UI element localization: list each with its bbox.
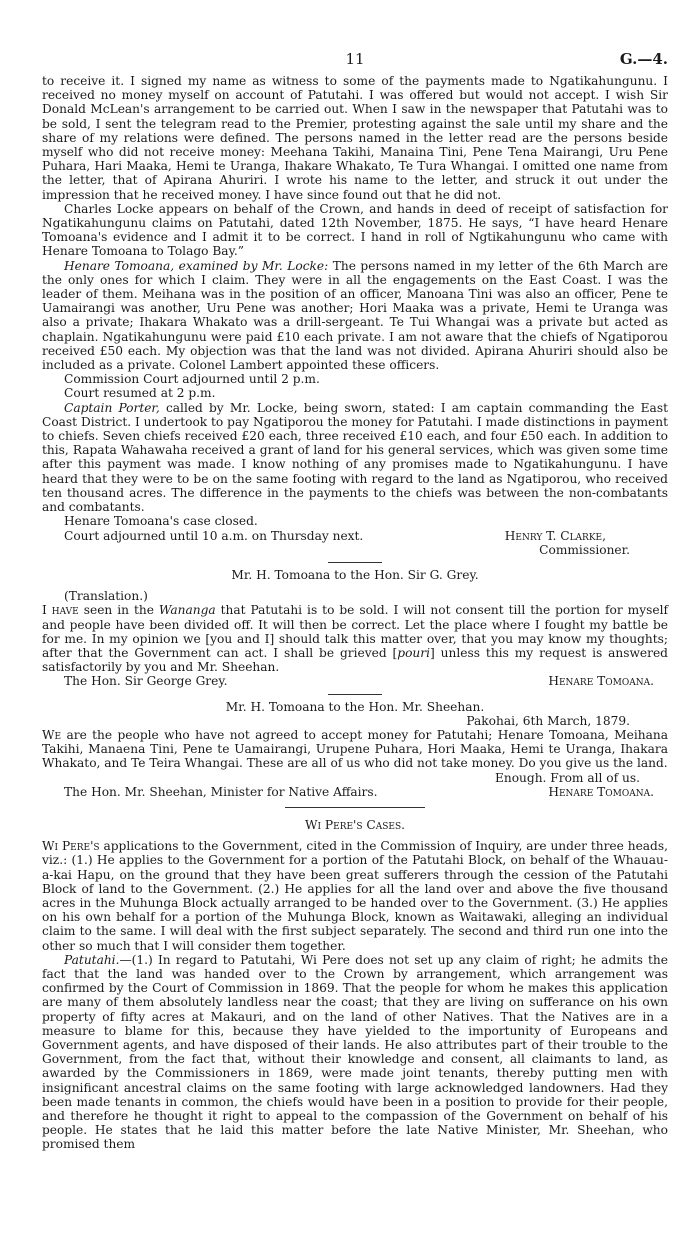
page-header [42,0,668,74]
letter2-addressee: The Hon. Mr. Sheehan, Minister for Native Affairs. [64,784,378,799]
locke-paragraph: Charles Locke appears on behalf of the Crown, and hands in deed of receipt of satisfaction for Ngatikahungunu claims on Patutahi, dated 12th November, 1875. He says, “I have heard Henare Tomoana's evidence and I admit it to be correct. I hand in roll of Ngtikahungunu who came with Henare Tomoana to Tolago Bay.” [42,201,668,259]
porter-label: Captain Porter, [64,400,160,415]
letter2-title: Mr. H. Tomoana to the Hon. Mr. Sheehan. [225,699,485,714]
translation-note: (Translation.) [64,589,148,604]
examination-text: The persons named in my letter of the 6th March are the only ones for which I claim. They were in all the engagements on the East Coast. I was the leader of them. Meihana was in the position of an officer, Manoana Tini was also an officer, Pene te Uamairangi was another, Uru Pene was another; Hori Maaka was a private, Hemi te Uranga was also a private; Ihakara Whakato was a drill-sergeant. Te Tui Whangai was a private but acted as chaplain. Ngatikahungunu were paid £10 each private. I am not aware that the chiefs of Ngatiporou received £50 each. My objection was that the land was not divided. Apirana Ahuriri should also be included as a private. Colonel Lambert appointed these officers. [42,258,668,373]
adjourned-line: Commission Court adjourned until 2 p.m. [64,372,320,387]
section-divider [328,562,382,563]
letter2-place-date: Pakohai, 6th March, 1879. [466,713,630,728]
tomoana-examination-paragraph [42,259,668,373]
evidence-paragraph: to receive it. I signed my name as witness to some of the payments made to Ngatikahungunu. I received no money myself on account of Patutahi. I was offered but would not accept. I wish Sir Donald McLean's arrangement to be carried out. When I saw in the newspaper that Patutahi was to be sold, I sent the telegram read to the Premier, protesting against the sale until my share and the share of my relations were defined. The persons named in the letter read are the persons beside myself who did not receive money: Meehana Takihi, Manaina Tini, Pene Tena Mairangi, Uru Pene Puhara, Hari Maaka, Hemi te Uranga, Ihakare Whakato, Te Tura Whangai. I omitted one name from the letter, that of Apirana Ahuriri. I wrote his name to the letter, and struck it out under the impression that he received money. I have since found out that he did not. [42,74,668,202]
letter1-title: Mr. H. Tomoana to the Hon. Sir G. Grey. [231,567,479,582]
section-divider [328,694,382,695]
pouri-word: pouri [397,645,431,660]
letter1-sign-row [42,674,668,688]
adjourned-thursday-line: Court adjourned until 10 a.m. on Thursday next. [64,528,364,543]
resumed-line: Court resumed at 2 p.m. [64,386,216,401]
commissioner-title: Commissioner. [539,542,630,557]
letter1-signature: Henare Tomoana. [548,674,654,689]
letter2-lead: We [42,727,62,742]
page-number: 11 [345,50,365,68]
letter2-sign-row [42,785,668,799]
porter-text: called by Mr. Locke, being sworn, stated: I am captain commanding the East Coast District. I undertook to pay Ngatiporou the money for Patutahi. I made distinctions in payment to chiefs. Seven chiefs received £20 each, three received £10 each, and four £50 each. In addition to this, Rapata Wahawaha received a grant of land for his general services, which was given some time after this payment was made. I know nothing of any promises made to Ngatikahungunu. I have heard that they were to be on the same footing with regard to the land as Ngatiporou, who received ten thousand acres. The difference in the payments to the chiefs was between the non-combatants and combatants. [42,400,668,515]
letter2-body: We are the people who have not agreed to accept money for Patutahi; Henare Tomoana, Meihana Takihi, Manaena Tini, Pene te Uamairangi, Urupene Puhara, Hori Maaka, Hemi te Uranga, Ihakara Whakato, and Te Teira Whangai. These are all of us who did not take money. Do you give us the land. [42,727,668,771]
letter1-addressee: The Hon. Sir George Grey. [64,674,228,689]
section-divider [285,807,425,808]
wananga-word: Wananga [158,603,216,618]
commissioner-name: Henry T. Clarke, [504,528,606,543]
patutahi-label: Patutahi. [64,952,120,967]
adjourn-signature-row [42,529,668,543]
letter1-lead: I have [42,603,79,618]
document-reference: G.—4. [619,50,668,68]
wi-pere-paragraph-2: Patutahi.—(1.) In regard to Patutahi, Wi Pere does not set up any claim of right; he admits the fact that the land was handed over to the Crown by arrangement, which arrangement was confirmed by the Court of Commission in 1869. That the people for whom he makes this application are many of them absolutely landless near the coast; that they are living on sufferance on his own property of fifty acres at Makauri, and on the land of other Natives. That the Natives are in a measure to blame for this, because they have yielded to the importunity of Europeans and Government agents, and have disposed of their lands. He also attributes part of their trouble to the Government, from the fact that, without their knowledge and consent, all claimants to land, as awarded by the Commissioners in 1869, were made joint tenants, thereby putting men with insignificant ancestral claims on the same footing with large acknowledged landowners. Had they been made tenants in common, the chiefs would have been in a position to provide for their people, and therefore he thought it right to appeal to the compassion of the Government on behalf of his people. He states that he laid this matter before the late Native Minister, Mr. Sheehan, who promised them [42,952,668,1152]
porter-paragraph [42,401,668,515]
wi-pere-paragraph-1: Wi Pere's applications to the Government, cited in the Commission of Inquiry, are under three heads, viz.: (1.) He applies to the Government for a portion of the Patutahi Block, on behalf of the Whauau-a-kai Hapu, on the ground that they have been great sufferers through the cession of the Patutahi Block of land to the Government. (2.) He applies for all the land over and above the five thousand acres in the Muhunga Block actually arranged to be handed over to the Government. (3.) He applies on his own behalf for a portion of the Muhunga Block, known as Waitawaki, alleging an individual claim to the same. I will deal with the first subject separately. The second and third run one into the other so much that I will consider them together. [42,839,668,953]
wi-pere-lead: Wi Pere's [42,839,100,854]
letter2-signature: Henare Tomoana. [548,784,654,799]
case-closed-line: Henare Tomoana's case closed. [64,514,258,529]
examination-label: Henare Tomoana, examined by Mr. Locke: [64,258,329,273]
letter1-body: I have seen in the Wananga that Patutahi is to be sold. I will not consent till the portion for myself and people have been divided off. It will then be correct. Let the place where I fought my battle be for me. In my opinion we [you and I] should talk this matter over, that you may know my thoughts; after that the Government can act. I shall be grieved [pouri] unless this my request is answered satisfactorily by you and Mr. Sheehan. [42,603,669,675]
wi-pere-title: Wi Pere's Cases. [304,817,406,832]
letter2-closing: Enough. From all of us. [494,770,640,785]
